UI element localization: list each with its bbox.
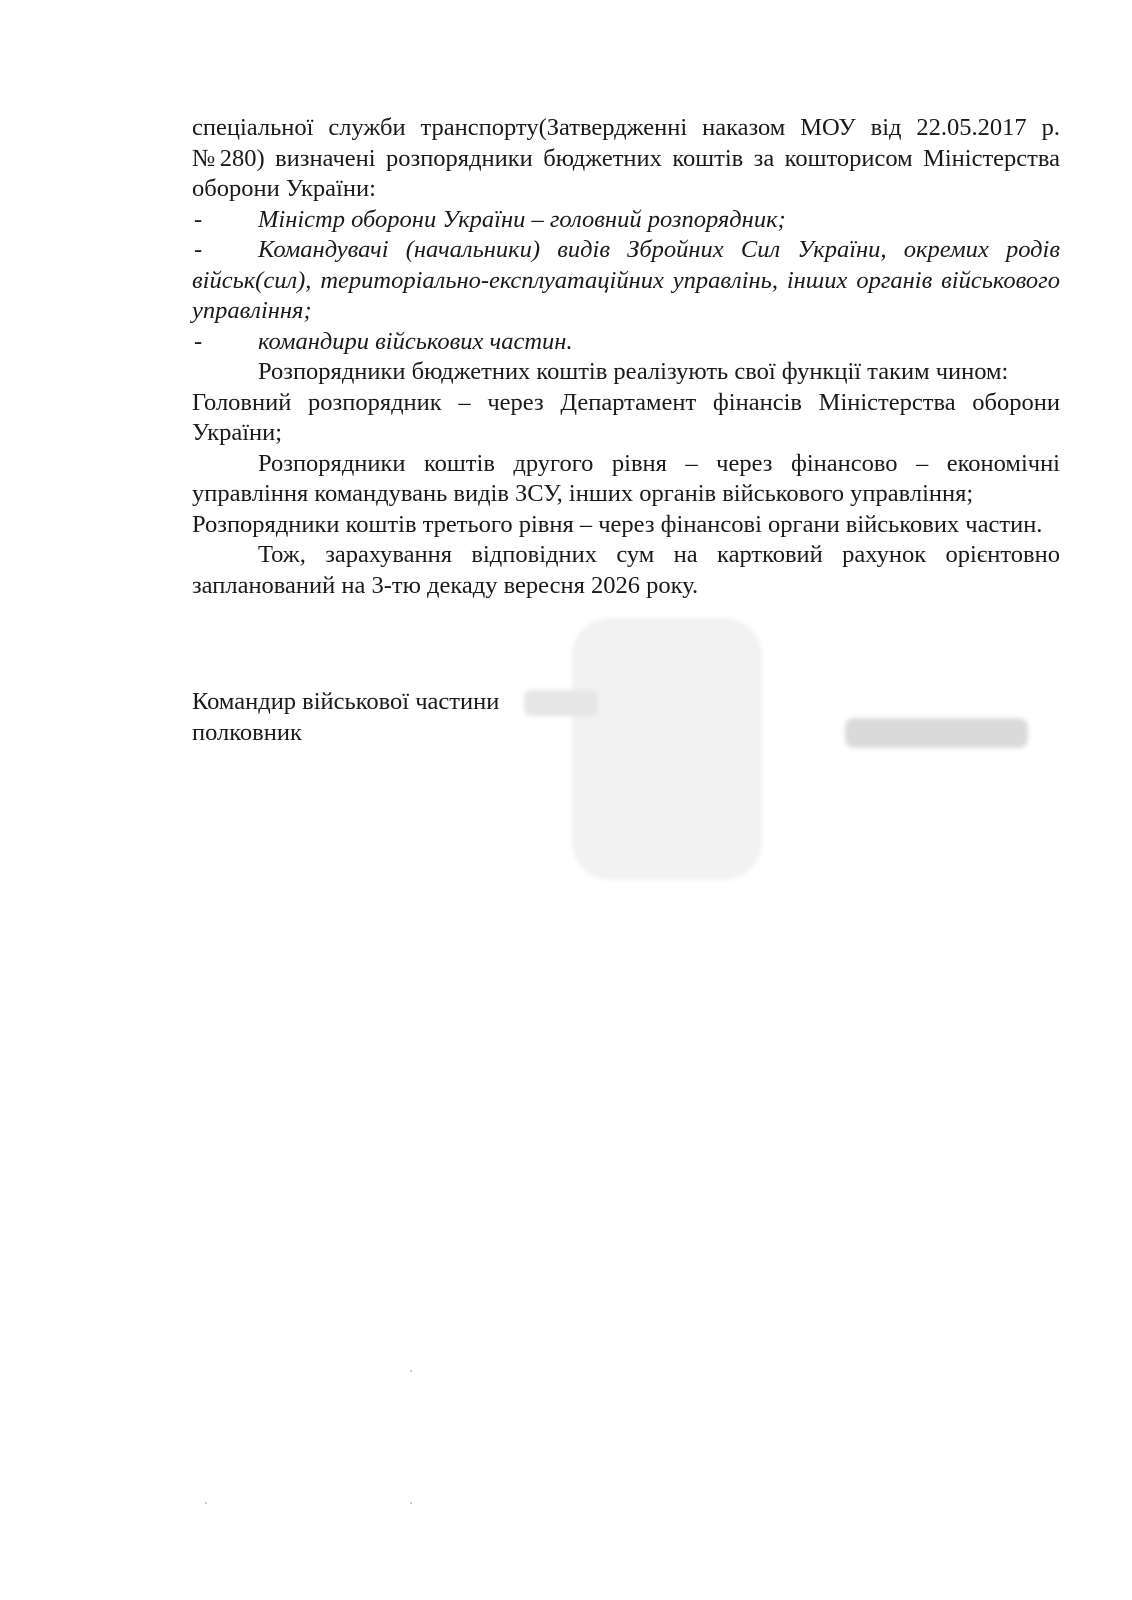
scan-speck (205, 1502, 207, 1504)
scan-speck (410, 1502, 412, 1504)
redacted-stamp-area (572, 618, 762, 880)
signatory-rank: полковник (192, 719, 302, 746)
closing-paragraph: Тож, зарахування відповідних сум на картковий рахунок орієнтовно запланований на 3-тю декаду вересня 2026 року. (192, 541, 1060, 599)
letter-body (192, 113, 1060, 601)
list-item (192, 205, 1060, 236)
list-item-text: Командувачі (начальники) видів Збройних Сил України, окремих родів військ(сил), територіально-експлуатаційних управлінь, інших органів військового управління; (192, 236, 1060, 324)
redacted-signatory-name (845, 718, 1028, 748)
bullet-marker: - (194, 327, 203, 355)
list-item (192, 327, 1060, 358)
list-item-text: Міністр оборони України – головний розпорядник; (258, 205, 786, 233)
signatory-position: Командир військової частини (192, 688, 500, 715)
body-paragraph: Розпорядники коштів другого рівня – через фінансово – економічні управління командувань видів ЗСУ, інших органів військового управління; (192, 449, 1060, 507)
body-paragraph: Розпорядники бюджетних коштів реалізують свої функції таким чином: (258, 358, 1009, 385)
body-paragraph: Головний розпорядник – через Департамент фінансів Міністерства оборони України; (192, 388, 1060, 446)
intro-paragraph: спеціальної служби транспорту(Затвердженні наказом МОУ від 22.05.2017 р. №280) визначені розпорядники бюджетних коштів за кошторисом Міністерства оборони України: (192, 114, 1060, 202)
body-paragraph: Розпорядники коштів третього рівня – через фінансові органи військових частин. (192, 510, 1043, 538)
bullet-marker: - (194, 205, 203, 233)
list-item-text: командири військових частин. (258, 327, 573, 355)
list-item (192, 235, 1060, 327)
redacted-unit-number (524, 690, 598, 716)
signature-block (192, 686, 499, 748)
bullet-marker: - (194, 236, 203, 263)
scan-speck (410, 1370, 412, 1372)
